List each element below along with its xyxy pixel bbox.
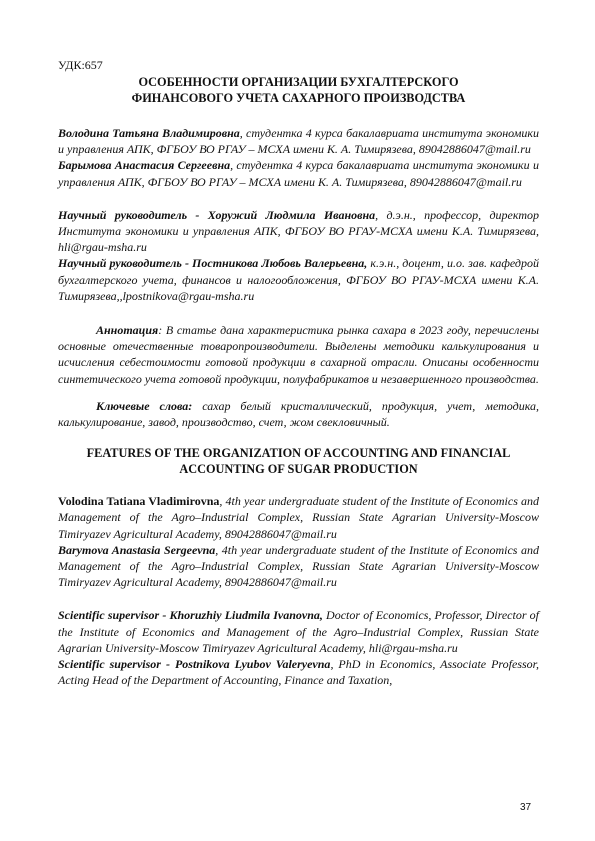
en-author-1 <box>58 493 539 542</box>
ru-title <box>58 74 539 106</box>
en-title-line-2: ACCOUNTING OF SUGAR PRODUCTION <box>179 462 418 477</box>
ru-supervisor-2-name: Научный руководитель - Постникова Любовь Валерьевна, <box>58 256 368 271</box>
ru-supervisor-2 <box>58 255 539 304</box>
en-author-2-info: , 4th year undergraduate student of the Institute of Economics and Management of the Agro–Industrial Complex, Russian State Agrarian University-Moscow Timiryazev Agricultural Academy, 89042886047@mail.ru <box>58 542 539 590</box>
keywords-label: Ключевые слова: <box>96 398 193 413</box>
en-supervisor-2-name: Scientific supervisor - Postnikova Lyubov Valeryevna <box>58 657 331 672</box>
en-author-1-info: , 4th year undergraduate student of the Institute of Economics and Management of the Agro–Industrial Complex, Russian State Agrarian University-Moscow Timiryazev Agricultural Academy, 89042886047@mail.ru <box>58 494 539 541</box>
en-supervisor-2-info: , PhD in Economics, Associate Professor, Acting Head of the Department of Accounting, Finance and Taxation, <box>58 657 539 688</box>
en-title <box>58 445 539 477</box>
ru-supervisor-1-info: , д.э.н., профессор, директор Института экономики и управления АПК, ФГБОУ ВО РГАУ-МСХА имени К.А. Тимирязева, hli@rgau-msha.ru <box>58 207 539 255</box>
ru-author-1-info: , студентка 4 курса бакалавриата института экономики и управления АПК, ФГБОУ ВО РГАУ – МСХА имени К. А. Тимирязева, 89042886047@mail.ru <box>58 126 539 157</box>
en-author-2 <box>58 542 539 591</box>
ru-author-2-name: Барымова Анастасия Сергеевна <box>58 158 231 173</box>
en-supervisor-1-info: Doctor of Economics, Professor, Director of the Institute of Economics and Management of the Agro–Industrial Complex, Russian State Agrarian University-Moscow Timiryazev Agricultural Academy, hli@rgau-msha.ru <box>58 608 540 655</box>
en-supervisor-1 <box>58 607 539 656</box>
ru-supervisor-2-info: к.э.н., доцент, и.о. зав. кафедрой бухгалтерского учета, финансов и налогообложения, ФГБОУ ВО РГАУ-МСХА имени К.А. Тимирязева,,lpostnikova@rgau-msha.ru <box>58 256 539 303</box>
udc-code: УДК:657 <box>58 58 103 72</box>
abstract-label: Аннотация <box>96 323 159 338</box>
ru-author-1-name: Володина Татьяна Владимировна <box>58 126 240 140</box>
en-supervisor-2 <box>58 656 539 688</box>
keywords-text: сахар белый кристаллический, продукция, учет, методика, калькулирование, завод, производство, счет, жом свекловичный. <box>58 398 540 430</box>
ru-supervisor-1 <box>58 207 539 256</box>
en-author-1-name: Volodina Tatiana Vladimirovna <box>58 494 220 509</box>
en-supervisor-1-name: Scientific supervisor - Khoruzhiy Liudmila Ivanovna, <box>58 608 323 623</box>
ru-author-2-info: , студентка 4 курса бакалавриата института экономики и управления АПК, ФГБОУ ВО РГАУ – МСХА имени К. А. Тимирязева, 89042886047@mail.ru <box>58 158 539 189</box>
ru-title-line-2: ФИНАНСОВОГО УЧЕТА САХАРНОГО ПРОИЗВОДСТВА <box>131 91 466 105</box>
ru-author-2 <box>58 157 539 189</box>
abstract <box>58 322 539 387</box>
keywords <box>58 398 539 430</box>
page-number: 37 <box>520 802 532 813</box>
document-page <box>58 58 539 688</box>
abstract-text: : В статье дана характеристика рынка сахара в 2023 году, перечислены основные отечественные товаропроизводители. Выделены методики калькулирования и исчисления себестоимости готовой продукции в сахарной отрасли. Описаны особенности синтетического учета готовой продукции, полуфабрикатов и незавершенного производства. <box>58 323 539 386</box>
en-author-2-name: Barymova Anastasia Sergeevna <box>58 542 216 557</box>
en-title-line-1: FEATURES OF THE ORGANIZATION OF ACCOUNTING AND FINANCIAL <box>86 446 511 461</box>
ru-supervisor-1-name: Научный руководитель - Хоружий Людмила Ивановна <box>58 207 376 222</box>
ru-author-1 <box>58 125 539 157</box>
ru-title-line-1: ОСОБЕННОСТИ ОРГАНИЗАЦИИ БУХГАЛТЕРСКОГО <box>138 75 459 89</box>
